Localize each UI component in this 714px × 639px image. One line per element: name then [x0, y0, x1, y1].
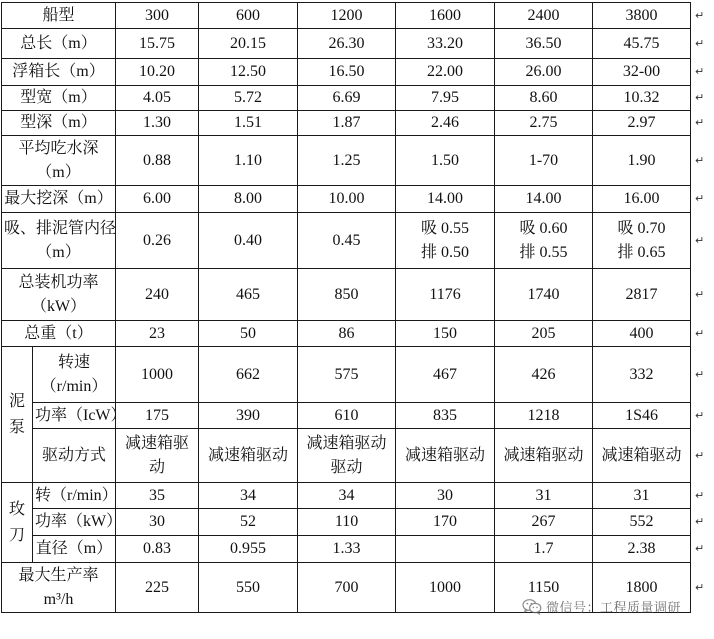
table-row [2, 186, 713, 213]
value-cell: 35 [116, 483, 199, 509]
value-cell: 30 [396, 483, 495, 509]
value-cell [298, 213, 396, 269]
value-cell: 32-00 [593, 59, 691, 86]
paragraph-mark: ↵ [695, 8, 705, 22]
value-cell: 8.00 [199, 186, 298, 213]
sub-row-label [33, 347, 116, 403]
row-label-line: （m） [36, 163, 81, 181]
paragraph-mark: ↵ [695, 542, 705, 555]
value-cell: 1S46 [593, 403, 691, 429]
paragraph-mark: ↵ [695, 116, 705, 129]
table-row [2, 269, 713, 321]
value-cell: 240 [116, 269, 199, 321]
value-cell [116, 429, 199, 483]
value-cell: 4.05 [116, 86, 199, 111]
row-label-line: 功率（IcW） [35, 406, 127, 424]
value-line: 减速箱驱动 [306, 434, 387, 452]
sub-row-label [33, 509, 123, 536]
value-cell: 850 [298, 269, 396, 321]
group-label-char: 玫 [8, 500, 25, 518]
value-cell: 30 [116, 509, 199, 536]
value-line: 减速箱驱动 [405, 446, 486, 464]
value-cell: 20.15 [199, 29, 298, 59]
value-cell: 175 [116, 403, 199, 429]
paragraph-mark: ↵ [695, 153, 705, 167]
row-label [2, 86, 116, 111]
value-cell: 86 [298, 321, 396, 347]
value-cell: 1.10 [199, 136, 298, 186]
value-cell: 1218 [495, 403, 593, 429]
value-cell: 2817 [593, 269, 691, 321]
value-cell: 26.00 [495, 59, 593, 86]
row-label-line: 型宽（m） [20, 89, 97, 106]
value-cell: 552 [593, 509, 691, 536]
value-cell [396, 429, 495, 483]
value-cell: 12.50 [199, 59, 298, 86]
value-cell: 33.20 [396, 29, 495, 59]
sub-row-label [33, 536, 116, 563]
value-cell: 1000 [396, 563, 495, 613]
value-cell [298, 429, 396, 483]
value-cell: 0.83 [116, 536, 199, 563]
row-label-line: （kW） [30, 297, 87, 315]
header-row [2, 3, 713, 29]
value-cell: 7.95 [396, 86, 495, 111]
value-cell: 1.50 [396, 136, 495, 186]
value-cell: 1176 [396, 269, 495, 321]
value-cell: 267 [495, 509, 593, 536]
value-cell: 34 [298, 483, 396, 509]
value-line: 0.45 [332, 231, 361, 249]
value-cell [116, 213, 199, 269]
column-header-cell: 1200 [298, 3, 396, 29]
value-cell: 34 [199, 483, 298, 509]
value-cell: 1800 [593, 563, 691, 613]
value-cell: 16.00 [593, 186, 691, 213]
row-label-line: 型深（m） [20, 114, 97, 131]
value-cell: 10.32 [593, 86, 691, 111]
value-cell [396, 213, 495, 269]
row-label [2, 111, 116, 136]
paragraph-mark: ↵ [695, 580, 705, 594]
paragraph-mark: ↵ [695, 91, 705, 104]
column-header-cell: 600 [199, 3, 298, 29]
row-label [2, 563, 116, 613]
value-cell: 15.75 [116, 29, 199, 59]
value-cell: 1.90 [593, 136, 691, 186]
paragraph-mark: ↵ [695, 233, 705, 247]
suction-value: 吸 0.55 [421, 219, 470, 237]
column-header-cell: 3800 [593, 3, 691, 29]
value-cell [593, 429, 691, 483]
row-label [2, 213, 116, 269]
value-cell [199, 213, 298, 269]
paragraph-mark: ↵ [695, 36, 705, 50]
value-cell: 0.88 [116, 136, 199, 186]
table-row [2, 136, 713, 186]
value-cell: 45.75 [593, 29, 691, 59]
value-cell: 835 [396, 403, 495, 429]
value-cell: 14.00 [396, 186, 495, 213]
value-cell [495, 429, 593, 483]
table-row [2, 347, 713, 403]
row-label-line: 平均吃水深 [18, 139, 99, 157]
value-line: 减速箱驱动 [601, 446, 682, 464]
value-line: 0.40 [234, 231, 263, 249]
value-cell: 465 [199, 269, 298, 321]
suction-value: 吸 0.70 [617, 219, 666, 237]
table-row [2, 321, 713, 347]
value-cell: 6.69 [298, 86, 396, 111]
column-header-cell: 2400 [495, 3, 593, 29]
value-cell [593, 213, 691, 269]
value-cell: 1740 [495, 269, 593, 321]
row-label [2, 269, 116, 321]
value-cell: 52 [199, 509, 298, 536]
watermark [522, 596, 681, 616]
sub-row-label [33, 483, 116, 509]
value-line: 动 [149, 458, 166, 476]
value-cell: 662 [199, 347, 298, 403]
value-cell: 14.00 [495, 186, 593, 213]
paragraph-mark: ↵ [695, 408, 705, 422]
discharge-value: 排 0.65 [617, 243, 666, 261]
value-cell: 1.30 [116, 111, 199, 136]
value-cell: 426 [495, 347, 593, 403]
row-label-line: 转速 [58, 353, 91, 371]
value-cell: 10.20 [116, 59, 199, 86]
value-cell: 22.00 [396, 59, 495, 86]
discharge-value: 排 0.50 [421, 243, 470, 261]
value-line: 减速箱驱动 [503, 446, 584, 464]
row-label-line: 总装机功率 [18, 273, 99, 291]
row-label-line: 直径（m） [35, 540, 113, 557]
table-row [2, 59, 713, 86]
paragraph-mark: ↵ [695, 448, 705, 462]
value-cell: 110 [298, 509, 396, 536]
column-header-cell: 300 [116, 3, 199, 29]
watermark-text: 微信号：工程质量调研 [546, 600, 682, 616]
value-cell: 575 [298, 347, 396, 403]
row-label [2, 321, 116, 347]
value-cell: 50 [199, 321, 298, 347]
value-cell: 10.00 [298, 186, 396, 213]
value-cell: 23 [116, 321, 199, 347]
wechat-icon [522, 598, 542, 615]
group-label-char: 泵 [8, 418, 25, 436]
row-label-line: 转（r/min） [35, 486, 118, 504]
row-label-line: 功率（kW） [35, 513, 123, 530]
row-label-line: 最大生产率 [18, 566, 99, 584]
value-cell: 0.955 [199, 536, 298, 563]
value-cell: 31 [593, 483, 691, 509]
value-cell: 1-70 [495, 136, 593, 186]
value-cell: 6.00 [116, 186, 199, 213]
row-label-line: 驱动方式 [42, 446, 107, 464]
value-cell: 1.25 [298, 136, 396, 186]
value-cell: 2.75 [495, 111, 593, 136]
row-label-line: 吸、排泥管内径 [4, 219, 117, 237]
row-label-line: 最大挖深（m） [4, 190, 113, 207]
row-label-line: 浮箱长（m） [12, 63, 105, 80]
header-label-text: 船型 [42, 6, 75, 24]
value-line: 0.26 [143, 231, 172, 249]
value-line: 减速箱驱 [125, 434, 190, 452]
table-row [2, 429, 713, 483]
value-cell: 5.72 [199, 86, 298, 111]
value-cell: 550 [199, 563, 298, 613]
value-line: 驱动 [330, 458, 363, 476]
value-cell: 467 [396, 347, 495, 403]
discharge-value: 排 0.55 [519, 243, 568, 261]
row-label [2, 186, 116, 213]
row-label-line: 总重（t） [24, 324, 93, 342]
value-cell: 332 [593, 347, 691, 403]
value-cell: 400 [593, 321, 691, 347]
value-cell: 2.97 [593, 111, 691, 136]
value-cell [396, 536, 495, 563]
table-row [2, 483, 713, 509]
sub-row-label [33, 429, 116, 483]
value-cell: 2.46 [396, 111, 495, 136]
group-label-char: 泥 [8, 392, 25, 410]
row-label [2, 59, 116, 86]
value-cell: 1.87 [298, 111, 396, 136]
value-cell: 170 [396, 509, 495, 536]
value-cell: 700 [298, 563, 396, 613]
table-row [2, 536, 713, 563]
paragraph-mark: ↵ [695, 65, 705, 78]
value-cell: 1.7 [495, 536, 593, 563]
cutter-group-label [2, 483, 33, 563]
value-cell: 2.38 [593, 536, 691, 563]
value-cell: 31 [495, 483, 593, 509]
paragraph-mark: ↵ [695, 367, 705, 381]
value-cell: 205 [495, 321, 593, 347]
column-header-cell: 1600 [396, 3, 495, 29]
value-cell: 610 [298, 403, 396, 429]
table-row [2, 29, 713, 59]
paragraph-mark: ↵ [695, 488, 705, 502]
value-cell: 36.50 [495, 29, 593, 59]
value-cell: 1000 [116, 347, 199, 403]
value-cell [495, 213, 593, 269]
row-label-line: 总长（m） [20, 34, 97, 52]
table-row [2, 213, 713, 269]
row-label [2, 29, 116, 59]
value-cell: 26.30 [298, 29, 396, 59]
row-label-line: （m） [36, 243, 81, 261]
header-label [2, 3, 116, 29]
dredger-spec-table [1, 2, 713, 613]
value-cell: 1150 [495, 563, 593, 613]
value-cell: 150 [396, 321, 495, 347]
row-label [2, 136, 116, 186]
row-label-line: （r/min） [40, 377, 108, 395]
value-cell [199, 429, 298, 483]
value-cell: 1.33 [298, 536, 396, 563]
paragraph-mark: ↵ [695, 287, 705, 301]
value-cell: 8.60 [495, 86, 593, 111]
value-cell: 1.51 [199, 111, 298, 136]
table-row [2, 111, 713, 136]
paragraph-mark: ↵ [695, 515, 705, 528]
value-cell: 390 [199, 403, 298, 429]
suction-value: 吸 0.60 [519, 219, 568, 237]
paragraph-mark: ↵ [695, 192, 705, 205]
value-cell: 16.50 [298, 59, 396, 86]
paragraph-mark: ↵ [695, 326, 705, 340]
sub-row-label [33, 403, 127, 429]
value-cell: 225 [116, 563, 199, 613]
table-row [2, 509, 713, 536]
row-label-line: m³/h [43, 590, 74, 608]
value-line: 减速箱驱动 [208, 446, 289, 464]
group-label-char: 刀 [8, 526, 25, 544]
table-row [2, 86, 713, 111]
mud-pump-group-label [2, 347, 33, 483]
table-row [2, 403, 713, 429]
